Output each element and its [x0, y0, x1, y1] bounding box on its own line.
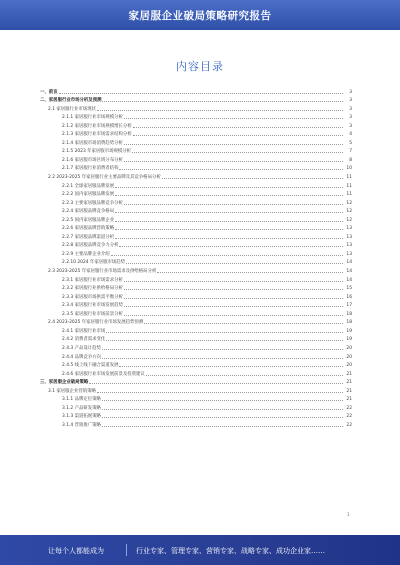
- toc-leader-dots: [115, 195, 343, 196]
- toc-entry-title: 2.4.2 消费者需求变化: [62, 337, 106, 343]
- toc-entry[interactable]: [40, 129, 352, 138]
- toc-entry-title: 2.2.7 家居服品牌渠道分析: [62, 234, 115, 240]
- toc-entry-page: 14: [346, 269, 352, 275]
- toc-entry-page: 8: [349, 157, 352, 163]
- toc-leader-dots: [157, 272, 343, 273]
- toc-entry[interactable]: [40, 308, 352, 317]
- toc-entry-title: 2.2.9 主要品牌企业介绍: [62, 251, 110, 257]
- toc-entry-title: 2.4 2023-2025 年家居服行业市场发展趋势预测: [48, 320, 144, 326]
- toc-entry-page: 10: [346, 166, 352, 172]
- toc-entry[interactable]: [40, 377, 352, 386]
- toc-entry[interactable]: [40, 248, 352, 257]
- toc-entry-page: 14: [346, 277, 352, 283]
- toc-entry-page: 12: [346, 217, 352, 223]
- toc-entry[interactable]: [40, 317, 352, 326]
- toc-entry-page: 15: [346, 286, 352, 292]
- footer-band: [0, 535, 400, 565]
- toc-entry[interactable]: [40, 368, 352, 377]
- toc-leader-dots: [59, 93, 343, 94]
- toc-entry-page: 16: [346, 294, 352, 300]
- toc-entry-page: 21: [346, 371, 352, 377]
- toc-entry-page: 21: [346, 388, 352, 394]
- toc-entry-page: 3: [349, 123, 352, 129]
- toc-entry-page: 17: [346, 303, 352, 309]
- toc-entry[interactable]: [40, 300, 352, 309]
- toc-entry-title: 2.2.4 家居服品牌竞争格局: [62, 209, 115, 215]
- toc-entry-page: 20: [346, 345, 352, 351]
- toc-entry[interactable]: [40, 120, 352, 129]
- toc-entry[interactable]: [40, 154, 352, 163]
- toc-entry[interactable]: [40, 180, 352, 189]
- toc-leader-dots: [119, 366, 343, 367]
- toc-entry[interactable]: [40, 265, 352, 274]
- toc-leader-dots: [124, 161, 343, 162]
- toc-entry-title: 2.2.8 家居服品牌竞争力分析: [62, 243, 119, 249]
- toc-leader-dots: [102, 417, 343, 418]
- table-of-contents: [40, 86, 352, 428]
- toc-leader-dots: [124, 118, 343, 119]
- toc-entry-page: 20: [346, 354, 352, 360]
- toc-leader-dots: [115, 238, 343, 239]
- report-title: 家居服企业破局策略研究报告: [128, 10, 272, 22]
- toc-leader-dots: [146, 375, 343, 376]
- toc-entry[interactable]: [40, 163, 352, 172]
- toc-entry[interactable]: [40, 206, 352, 215]
- toc-leader-dots: [89, 383, 343, 384]
- header-band: [0, 0, 400, 30]
- toc-leader-dots: [124, 306, 343, 307]
- toc-entry[interactable]: [40, 419, 352, 428]
- toc-entry-page: 3: [349, 89, 352, 95]
- toc-entry-title: 3.1.1 品牌定位策略: [62, 397, 101, 403]
- page-number: 1: [347, 512, 350, 517]
- toc-entry-title: 2.4.5 线上线下融合渠道发展: [62, 363, 119, 369]
- toc-entry-page: 14: [346, 260, 352, 266]
- toc-entry-title: 2.3.5 家居服行业市场前景分析: [62, 311, 123, 317]
- toc-entry[interactable]: [40, 411, 352, 420]
- toc-entry[interactable]: [40, 402, 352, 411]
- footer-divider: [126, 544, 127, 556]
- toc-entry-page: 22: [346, 405, 352, 411]
- toc-leader-dots: [102, 426, 343, 427]
- footer-tagline: 行业专家、管理专家、营销专家、战略专家、成功企业家……: [136, 547, 325, 555]
- toc-entry-page: 5: [349, 140, 352, 146]
- toc-leader-dots: [124, 289, 343, 290]
- toc-entry-title: 2.3.3 家居服市场供需平衡分析: [62, 294, 123, 300]
- toc-entry[interactable]: [40, 240, 352, 249]
- toc-leader-dots: [132, 152, 343, 153]
- toc-leader-dots: [102, 400, 343, 401]
- toc-entry-title: 2.2.5 国内家居服品牌企业: [62, 217, 115, 223]
- toc-entry-title: 三、家居服企业破局策略: [40, 380, 89, 386]
- toc-entry-title: 2.1.6 家居服市场区域分布分析: [62, 157, 123, 163]
- toc-leader-dots: [119, 169, 343, 170]
- toc-entry[interactable]: [40, 95, 352, 104]
- toc-entry-page: 3: [349, 115, 352, 121]
- toc-entry[interactable]: [40, 334, 352, 343]
- toc-entry-title: 2.2.3 主要家居服品牌竞争分析: [62, 200, 123, 206]
- toc-entry-page: 21: [346, 380, 352, 386]
- toc-entry[interactable]: [40, 137, 352, 146]
- toc-entry-page: 4: [349, 132, 352, 138]
- toc-entry[interactable]: [40, 146, 352, 155]
- toc-entry[interactable]: [40, 223, 352, 232]
- toc-entry-title: 2.4.1 家居服行业市场: [62, 328, 106, 334]
- toc-entry[interactable]: [40, 189, 352, 198]
- toc-entry[interactable]: [40, 291, 352, 300]
- toc-leader-dots: [102, 358, 343, 359]
- toc-leader-dots: [115, 221, 343, 222]
- toc-leader-dots: [124, 144, 343, 145]
- toc-leader-dots: [97, 392, 343, 393]
- toc-entry[interactable]: [40, 112, 352, 121]
- toc-entry-page: 20: [346, 363, 352, 369]
- toc-entry[interactable]: [40, 360, 352, 369]
- toc-entry-title: 2.3.4 家居服行业市场发展趋势: [62, 303, 123, 309]
- toc-entry-title: 2.1 家居服行业市场现状: [48, 106, 96, 112]
- toc-entry-page: 13: [346, 243, 352, 249]
- toc-entry-page: 3: [349, 106, 352, 112]
- toc-leader-dots: [115, 229, 343, 230]
- toc-entry-title: 二、家居服行业市场分析及预测: [40, 98, 102, 104]
- toc-entry-page: 13: [346, 251, 352, 257]
- toc-entry-title: 2.3.2 家居服行业供给格局分析: [62, 286, 123, 292]
- toc-entry-page: 13: [346, 234, 352, 240]
- toc-entry-title: 2.3.1 家居服行业市场需求分析: [62, 277, 123, 283]
- toc-entry-title: 2.1.7 家居服行业消费者结构: [62, 166, 119, 172]
- toc-entry[interactable]: [40, 325, 352, 334]
- toc-entry-page: 11: [346, 175, 352, 181]
- toc-leader-dots: [102, 409, 343, 410]
- toc-entry-page: 11: [346, 183, 352, 189]
- toc-heading: 内容目录: [176, 60, 224, 73]
- toc-entry-page: 18: [346, 311, 352, 317]
- toc-entry[interactable]: [40, 171, 352, 180]
- toc-entry-page: 12: [346, 200, 352, 206]
- toc-entry-page: 22: [346, 422, 352, 428]
- toc-leader-dots: [97, 110, 343, 111]
- toc-entry-title: 一、前言: [40, 89, 58, 95]
- toc-entry[interactable]: [40, 274, 352, 283]
- toc-entry-title: 2.2 2023-2025 年家居服行业主要品牌及其竞争格局分析: [48, 175, 161, 181]
- toc-entry-title: 2.1.4 家居服市场消费趋势分析: [62, 140, 123, 146]
- toc-leader-dots: [133, 127, 343, 128]
- toc-entry[interactable]: [40, 283, 352, 292]
- toc-entry[interactable]: [40, 342, 352, 351]
- toc-leader-dots: [124, 204, 343, 205]
- toc-leader-dots: [106, 332, 343, 333]
- toc-entry-title: 2.4.4 品牌竞争方向: [62, 354, 101, 360]
- toc-entry-title: 2.1.3 家居服行业市场需求结构分析: [62, 132, 132, 138]
- toc-leader-dots: [115, 187, 343, 188]
- toc-leader-dots: [133, 135, 343, 136]
- toc-entry[interactable]: [40, 197, 352, 206]
- toc-leader-dots: [162, 178, 343, 179]
- toc-entry-page: 18: [346, 320, 352, 326]
- toc-entry[interactable]: [40, 394, 352, 403]
- footer-slogan: 让每个人都能成为: [48, 547, 104, 555]
- toc-entry-page: 12: [346, 209, 352, 215]
- toc-entry-title: 3.1.4 营销推广策略: [62, 422, 101, 428]
- toc-leader-dots: [124, 298, 343, 299]
- toc-leader-dots: [144, 323, 343, 324]
- toc-entry[interactable]: [40, 86, 352, 95]
- toc-entry[interactable]: [40, 257, 352, 266]
- toc-leader-dots: [106, 340, 343, 341]
- toc-leader-dots: [111, 255, 343, 256]
- toc-leader-dots: [102, 349, 343, 350]
- toc-entry-page: 21: [346, 397, 352, 403]
- toc-entry-page: 3: [349, 98, 352, 104]
- toc-leader-dots: [124, 315, 343, 316]
- toc-entry-title: 2.1.1 家居服行业市场规模分析: [62, 115, 123, 121]
- toc-entry-title: 3.1.3 渠道拓展策略: [62, 414, 101, 420]
- toc-entry-title: 3.1.2 产品研发策略: [62, 405, 101, 411]
- toc-entry-page: 7: [349, 149, 352, 155]
- toc-leader-dots: [102, 101, 343, 102]
- toc-entry-title: 2.2.10 2024 年家居服市场趋势: [62, 260, 126, 266]
- toc-leader-dots: [124, 281, 343, 282]
- toc-entry-title: 2.4.6 家居服行业市场发展前景及投资建议: [62, 371, 145, 377]
- toc-entry[interactable]: [40, 351, 352, 360]
- toc-entry-page: 19: [346, 337, 352, 343]
- toc-entry-title: 2.2.1 全球家居服品牌发展: [62, 183, 115, 189]
- toc-entry-page: 11: [346, 192, 352, 198]
- toc-leader-dots: [119, 246, 343, 247]
- toc-entry-title: 2.1.5 2023 年家居服市场规模分析: [62, 149, 132, 155]
- toc-entry[interactable]: [40, 231, 352, 240]
- toc-entry-page: 13: [346, 226, 352, 232]
- toc-entry-title: 2.3 2023-2025 年家居服行业市场需求及供给格局分析: [48, 269, 157, 275]
- toc-entry[interactable]: [40, 214, 352, 223]
- toc-leader-dots: [115, 212, 343, 213]
- toc-entry-title: 2.2.6 家居服品牌营销策略: [62, 226, 115, 232]
- toc-entry[interactable]: [40, 385, 352, 394]
- toc-entry-title: 2.2.2 国内家居服品牌发展: [62, 192, 115, 198]
- toc-entry-page: 19: [346, 328, 352, 334]
- toc-entry-title: 2.4.3 产品设计趋势: [62, 345, 101, 351]
- toc-entry-title: 2.1.2 家居服行业市场规模增长分析: [62, 123, 132, 129]
- toc-entry[interactable]: [40, 103, 352, 112]
- toc-entry-title: 3.1 家居服企业营销策略: [48, 388, 96, 394]
- toc-leader-dots: [126, 263, 343, 264]
- toc-entry-page: 22: [346, 414, 352, 420]
